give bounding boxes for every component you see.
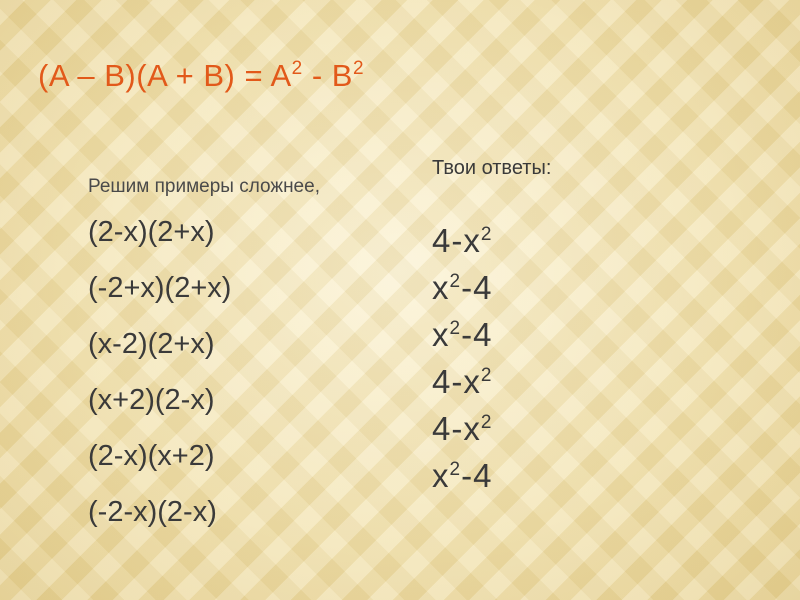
answer-base: x	[432, 316, 450, 353]
answer-base: 4-x	[432, 363, 481, 400]
expression-item: (x+2)(2-x)	[88, 384, 215, 416]
answer-item	[432, 267, 672, 314]
answer-item	[432, 314, 672, 361]
title-exponent-1: 2	[291, 58, 303, 79]
answers-label: Твои ответы:	[432, 157, 552, 179]
answer-exponent: 2	[449, 459, 462, 480]
answer-exponent: 2	[449, 318, 462, 339]
examples-subtitle: Решим примеры сложнее,	[88, 176, 320, 197]
answer-tail: -4	[461, 316, 493, 353]
answer-base: 4-x	[432, 222, 481, 259]
answer-exponent: 2	[480, 412, 493, 433]
answer-item	[432, 361, 672, 408]
expression-item: (-2+x)(2+x)	[88, 272, 232, 304]
answers-column	[432, 157, 672, 502]
expression-item: (-2-x)(2-x)	[88, 496, 217, 528]
answer-item	[432, 455, 672, 502]
answer-tail: -4	[461, 457, 493, 494]
expression-item: (2-x)(2+x)	[88, 216, 215, 248]
answer-base: 4-x	[432, 410, 481, 447]
answer-exponent: 2	[480, 224, 493, 245]
answer-exponent: 2	[449, 271, 462, 292]
title-formula-minus: - B	[302, 58, 353, 93]
answer-item	[432, 220, 672, 267]
slide-title	[38, 58, 364, 94]
answer-base: x	[432, 457, 450, 494]
answer-base: x	[432, 269, 450, 306]
title-formula-base: (A – B)(A + B) = A	[38, 58, 292, 93]
answer-item	[432, 408, 672, 455]
expression-item: (2-x)(x+2)	[88, 440, 215, 472]
expression-list	[88, 212, 418, 548]
title-exponent-2: 2	[352, 58, 365, 79]
answer-tail: -4	[461, 269, 493, 306]
expression-item: (x-2)(2+x)	[88, 328, 215, 360]
answer-exponent: 2	[480, 365, 493, 386]
answer-list	[432, 220, 672, 502]
examples-column	[88, 176, 418, 548]
